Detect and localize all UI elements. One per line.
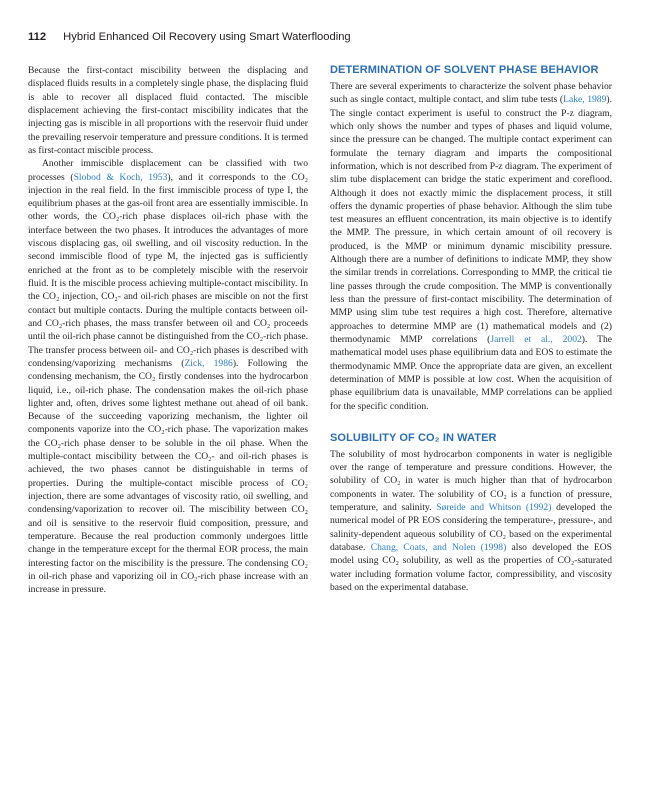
paragraph-solvent-phase-behavior: [330, 80, 612, 413]
paragraph-immiscible-displacement: [28, 157, 308, 596]
citation-link-lake[interactable]: Lake, 1989: [563, 94, 607, 106]
text-span: The solubility of most hydrocarbon components in water is negligible over the range of temperature and pressure conditions. However, the solubility of CO₂ in water is much higher than that of hydrocarbon components in water. The solubility of CO₂ is a function of pressure, temperature, and salinity.: [330, 448, 612, 514]
citation-link-soreide-whitson[interactable]: Søreide and Whitson (1992): [436, 502, 552, 514]
citation-link-jarrell[interactable]: Jarrell et al., 2002: [490, 333, 582, 345]
citation-link-slobod-koch[interactable]: Slobod & Koch, 1953: [73, 171, 168, 183]
paragraph-first-contact: Because the first-contact miscibility between the displacing and displaced fluids results in a completely single phase, the displacing fluid is able to recover all displaced fluid contacted. The miscible displacement achieving the first-contact miscibility indicates that the injecting gas is miscible in all proportions with the reservoir fluid under the prevailing reservoir temperature and pressure conditions. It is termed as first-contact miscible process.: [28, 65, 308, 156]
right-column: [330, 64, 612, 594]
text-span: ). The single contact experiment is useful to construct the P-z diagram, which only shows the number and types of phases and liquid volume, since the pressure can be changed. The multiple contact experiment can formulate the ternary diagram and imparts the compositional information, which is not described from P-z diagram. The experiment of slim tube displacement can bridge the static experiment and coreflood. Although it does not exactly mimic the displacement process, it still offers the dynamic properties of phase behavior. Although the slim tube test measures an effluent concentration, its main objective is to identify the MMP. The pressure, in which certain amount of oil recovery is produced, is the MMP or minimum dynamic miscibility pressure. Although there are a number of definitions to indicate MMP, they show the similar trends in correlations. Corresponding to MMP, the critical tie line passes through the crude composition. The MMP is conventionally less than the pressure of first-contact miscibility. The determination of MMP using slim tube test requires a high cost. Therefore, alternative approaches to determine MMP are (1) mathematical models and (2) thermodynamic MMP correlations (: [330, 94, 612, 345]
page-number: 112: [28, 31, 47, 43]
text-span: ), and it corresponds to the CO₂ injection in the real field. In the first immiscible process of type I, the equilibrium phases at the gas-oil front area are essentially immiscible. In other words, the CO₂-rich phase displaces oil-rich phase with the interface between the two phases. It introduces the advantages of more viscous displacing gas, oil swelling, and oil viscosity reduction. In the second immiscible flood of type M, the injected gas is sufficiently enriched at the front as to be completely miscible with the reservoir fluid. It is the miscible process achieving multiple-contact miscibility. In the CO₂ injection, CO₂- and oil-rich phases are miscible on not the first contact but multiple contacts. During the multiple contacts between oil- and CO₂-rich phases, the mass transfer between oil and CO₂ proceeds until the oil-rich phase cannot be distinguished from the CO₂-rich phase. The transfer process between oil- and CO₂-rich phases is described with condensing/vaporizing mechanisms (: [28, 171, 308, 369]
running-header: [28, 31, 351, 43]
citation-link-chang-coats-nolen[interactable]: Chang, Coats, and Nolen (1998): [370, 542, 507, 553]
left-column: [28, 64, 308, 597]
paragraph-co2-solubility: [330, 448, 612, 594]
text-span: Another immiscible displacement can be classified with two processes (: [28, 158, 308, 183]
section-heading-solvent-phase-behavior: DETERMINATION OF SOLVENT PHASE BEHAVIOR: [330, 64, 599, 76]
text-span: ). The mathematical model uses phase equilibrium data and EOS to estimate the thermodynamic MMP. Once the appropriate data are given, an excellent determination of MMP is possible at low cost. When the acquisition of phase equilibrium data is unavailable, MMP correlations can be applied for the specific condition.: [330, 333, 613, 412]
text-span: developed the numerical model of PR EOS considering the temperature-, pressure-, and salinity-dependent aqueous solubility of CO₂ based on the experimental database.: [330, 502, 612, 553]
text-span: There are several experiments to characterize the solvent phase behavior such as single contact, multiple contact, and slim tube tests (: [330, 81, 612, 106]
book-title: Hybrid Enhanced Oil Recovery using Smart Waterflooding: [63, 31, 351, 43]
text-span: ). Following the condensing mechanism, the CO₂ firstly condenses into the hydrocarbon liquid, i.e., oil-rich phase. The condensation makes the oil-rich phase lighter and, often, drives some lightest methane out ahead of oil bank. Because of the succeeding vaporizing mechanism, the lighter oil components vaporize into the CO₂-rich phase. The vaporization makes the CO₂-rich phase denser to be soluble in the oil phase. When the multiple-contact miscibility between the CO₂- and oil-rich phases is achieved, the two phases cannot be distinguishable in terms of properties. During the multiple-contact miscible process of CO₂ injection, there are some advantages of viscosity ratio, oil swelling, and condensing/vaporization to recover oil. The miscibility between CO₂ and oil is sensitive to the reservoir fluid composition, pressure, and temperature. Because the real production commonly undergoes little change in the temperature except for the thermal EOR process, the main interesting factor on the miscibility is the pressure. The condensing CO₂ in oil-rich phase and vaporizing oil in CO₂-rich phase increase with an increase in pressure.: [28, 357, 308, 596]
citation-link-zick[interactable]: Zick, 1986: [184, 357, 233, 369]
text-span: also developed the EOS model using CO₂ solubility, as well as the properties of CO₂-saturated water including formation volume factor, compressibility, and viscosity based on the experimental database.: [330, 542, 612, 593]
section-heading-co2-solubility: SOLUBILITY OF CO₂ IN WATER: [330, 431, 497, 444]
